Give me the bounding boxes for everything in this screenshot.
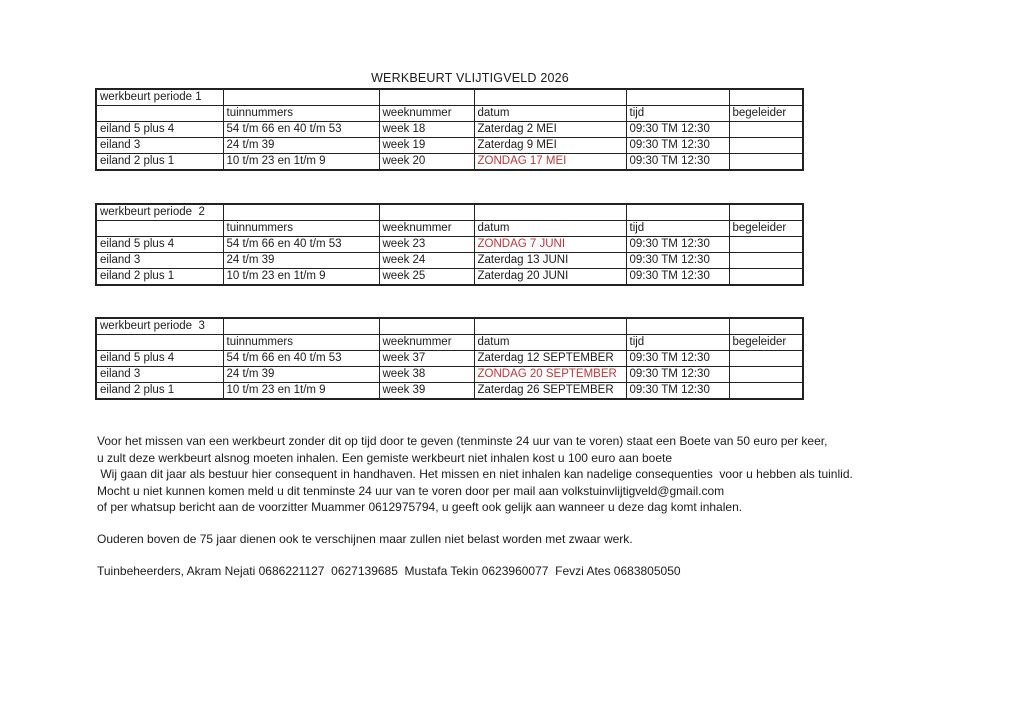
cell-weeknummer: week 23 (379, 237, 474, 253)
empty-cell (626, 89, 729, 106)
col-header-tuinnummers: tuinnummers (223, 335, 379, 351)
empty-cell (223, 318, 379, 335)
col-header-tuinnummers: tuinnummers (223, 106, 379, 122)
cell-tuinnummers: 10 t/m 23 en 1t/m 9 (223, 154, 379, 171)
cell-tijd: 09:30 TM 12:30 (626, 383, 729, 400)
empty-cell (626, 318, 729, 335)
cell-eiland: eiland 5 plus 4 (96, 237, 223, 253)
col-header-begeleider: begeleider (729, 106, 803, 122)
cell-tuinnummers: 54 t/m 66 en 40 t/m 53 (223, 237, 379, 253)
cell-eiland: eiland 3 (96, 138, 223, 154)
cell-begeleider (729, 253, 803, 269)
table-row (96, 351, 803, 367)
notes-paragraph (97, 433, 853, 516)
col-header-weeknummer: weeknummer (379, 335, 474, 351)
empty-cell (729, 318, 803, 335)
cell-eiland: eiland 5 plus 4 (96, 351, 223, 367)
empty-cell (626, 204, 729, 221)
col-header-tuinnummers: tuinnummers (223, 221, 379, 237)
col-header-weeknummer: weeknummer (379, 221, 474, 237)
cell-eiland: eiland 2 plus 1 (96, 154, 223, 171)
note-line-whatsapp: of per whatsup bericht aan de voorzitter Muammer 0612975794, u geeft ook gelijk aan wanneer u deze dag komt inhalen. (97, 500, 743, 515)
cell-begeleider (729, 122, 803, 138)
note-line-fine: Voor het missen van een werkbeurt zonder dit op tijd door te geven (tenminste 24 uur van te voren) staat een Boete van 50 euro per keer, (97, 434, 828, 448)
cell-datum: Zaterdag 13 JUNI (474, 253, 626, 269)
cell-datum-sunday: ZONDAG 17 MEI (474, 154, 626, 171)
empty-cell (379, 89, 474, 106)
col-header-tijd: tijd (626, 221, 729, 237)
cell-datum-sunday: ZONDAG 7 JUNI (474, 237, 626, 253)
cell-tijd: 09:30 TM 12:30 (626, 122, 729, 138)
cell-eiland: eiland 3 (96, 367, 223, 383)
cell-tuinnummers: 54 t/m 66 en 40 t/m 53 (223, 122, 379, 138)
cell-begeleider (729, 367, 803, 383)
cell-begeleider (729, 383, 803, 400)
cell-tijd: 09:30 TM 12:30 (626, 269, 729, 286)
cell-weeknummer: week 38 (379, 367, 474, 383)
header-row (96, 106, 803, 122)
cell-weeknummer: week 25 (379, 269, 474, 286)
cell-datum: Zaterdag 12 SEPTEMBER (474, 351, 626, 367)
cell-tuinnummers: 24 t/m 39 (223, 253, 379, 269)
col-header-datum: datum (474, 335, 626, 351)
empty-cell (474, 204, 626, 221)
col-header-tijd: tijd (626, 106, 729, 122)
cell-begeleider (729, 154, 803, 171)
cell-begeleider (729, 237, 803, 253)
cell-weeknummer: week 39 (379, 383, 474, 400)
empty-cell (474, 318, 626, 335)
empty-cell (379, 204, 474, 221)
cell-datum-sunday: ZONDAG 20 SEPTEMBER (474, 367, 626, 383)
cell-weeknummer: week 24 (379, 253, 474, 269)
col-header-begeleider: begeleider (729, 335, 803, 351)
empty-cell (96, 221, 223, 237)
cell-tijd: 09:30 TM 12:30 (626, 138, 729, 154)
col-header-datum: datum (474, 221, 626, 237)
table-row (96, 383, 803, 400)
empty-cell (96, 106, 223, 122)
empty-cell (474, 89, 626, 106)
cell-tuinnummers: 24 t/m 39 (223, 138, 379, 154)
period-label: werkbeurt periode 2 (96, 204, 223, 221)
note-line-inhalen: u zult deze werkbeurt alsnog moeten inhalen. Een gemiste werkbeurt niet inhalen kost u 100 euro aan boete (97, 450, 673, 465)
cell-weeknummer: week 18 (379, 122, 474, 138)
cell-tuinnummers: 10 t/m 23 en 1t/m 9 (223, 383, 379, 400)
col-header-begeleider: begeleider (729, 221, 803, 237)
cell-tuinnummers: 54 t/m 66 en 40 t/m 53 (223, 351, 379, 367)
cell-begeleider (729, 138, 803, 154)
cell-eiland: eiland 3 (96, 253, 223, 269)
period-row (96, 204, 803, 221)
empty-cell (729, 89, 803, 106)
cell-tijd: 09:30 TM 12:30 (626, 367, 729, 383)
header-row (96, 221, 803, 237)
tuinbeheerders-contacts: Tuinbeheerders, Akram Nejati 0686221127 0627139685 Mustafa Tekin 0623960077 Fevzi Ates 0683805050 (97, 564, 681, 578)
cell-begeleider (729, 351, 803, 367)
table-row (96, 122, 803, 138)
cell-weeknummer: week 19 (379, 138, 474, 154)
werkbeurt-table-period-1 (95, 88, 804, 171)
cell-datum: Zaterdag 9 MEI (474, 138, 626, 154)
period-row (96, 89, 803, 106)
cell-datum: Zaterdag 2 MEI (474, 122, 626, 138)
period-label: werkbeurt periode 3 (96, 318, 223, 335)
table-row (96, 154, 803, 171)
ouderen-note: Ouderen boven de 75 jaar dienen ook te verschijnen maar zullen niet belast worden met zwaar werk. (97, 532, 633, 546)
table-row (96, 253, 803, 269)
note-line-mail: Mocht u niet kunnen komen meld u dit tenminste 24 uur van te voren door per mail aan volkstuinvlijtigveld@gmail.com (97, 483, 725, 498)
header-row (96, 335, 803, 351)
cell-tuinnummers: 24 t/m 39 (223, 367, 379, 383)
cell-datum: Zaterdag 26 SEPTEMBER (474, 383, 626, 400)
empty-cell (729, 204, 803, 221)
cell-datum: Zaterdag 20 JUNI (474, 269, 626, 286)
col-header-tijd: tijd (626, 335, 729, 351)
cell-tijd: 09:30 TM 12:30 (626, 351, 729, 367)
cell-weeknummer: week 20 (379, 154, 474, 171)
note-line-bestuur: Wij gaan dit jaar als bestuur hier consequent in handhaven. Het missen en niet inhalen kan nadelige consequenties voor u hebben als tuinlid. (97, 467, 853, 482)
empty-cell (223, 204, 379, 221)
cell-eiland: eiland 2 plus 1 (96, 269, 223, 286)
col-header-datum: datum (474, 106, 626, 122)
werkbeurt-table-period-2 (95, 203, 804, 286)
period-label: werkbeurt periode 1 (96, 89, 223, 106)
cell-tuinnummers: 10 t/m 23 en 1t/m 9 (223, 269, 379, 286)
table-row (96, 138, 803, 154)
page-title: WERKBEURT VLIJTIGVELD 2026 (371, 71, 569, 85)
cell-tijd: 09:30 TM 12:30 (626, 237, 729, 253)
table-row (96, 367, 803, 383)
cell-eiland: eiland 5 plus 4 (96, 122, 223, 138)
cell-begeleider (729, 269, 803, 286)
empty-cell (223, 89, 379, 106)
cell-tijd: 09:30 TM 12:30 (626, 154, 729, 171)
col-header-weeknummer: weeknummer (379, 106, 474, 122)
werkbeurt-table-period-3 (95, 317, 804, 400)
cell-tijd: 09:30 TM 12:30 (626, 253, 729, 269)
empty-cell (96, 335, 223, 351)
table-row (96, 237, 803, 253)
cell-eiland: eiland 2 plus 1 (96, 383, 223, 400)
empty-cell (379, 318, 474, 335)
cell-weeknummer: week 37 (379, 351, 474, 367)
table-row (96, 269, 803, 286)
period-row (96, 318, 803, 335)
